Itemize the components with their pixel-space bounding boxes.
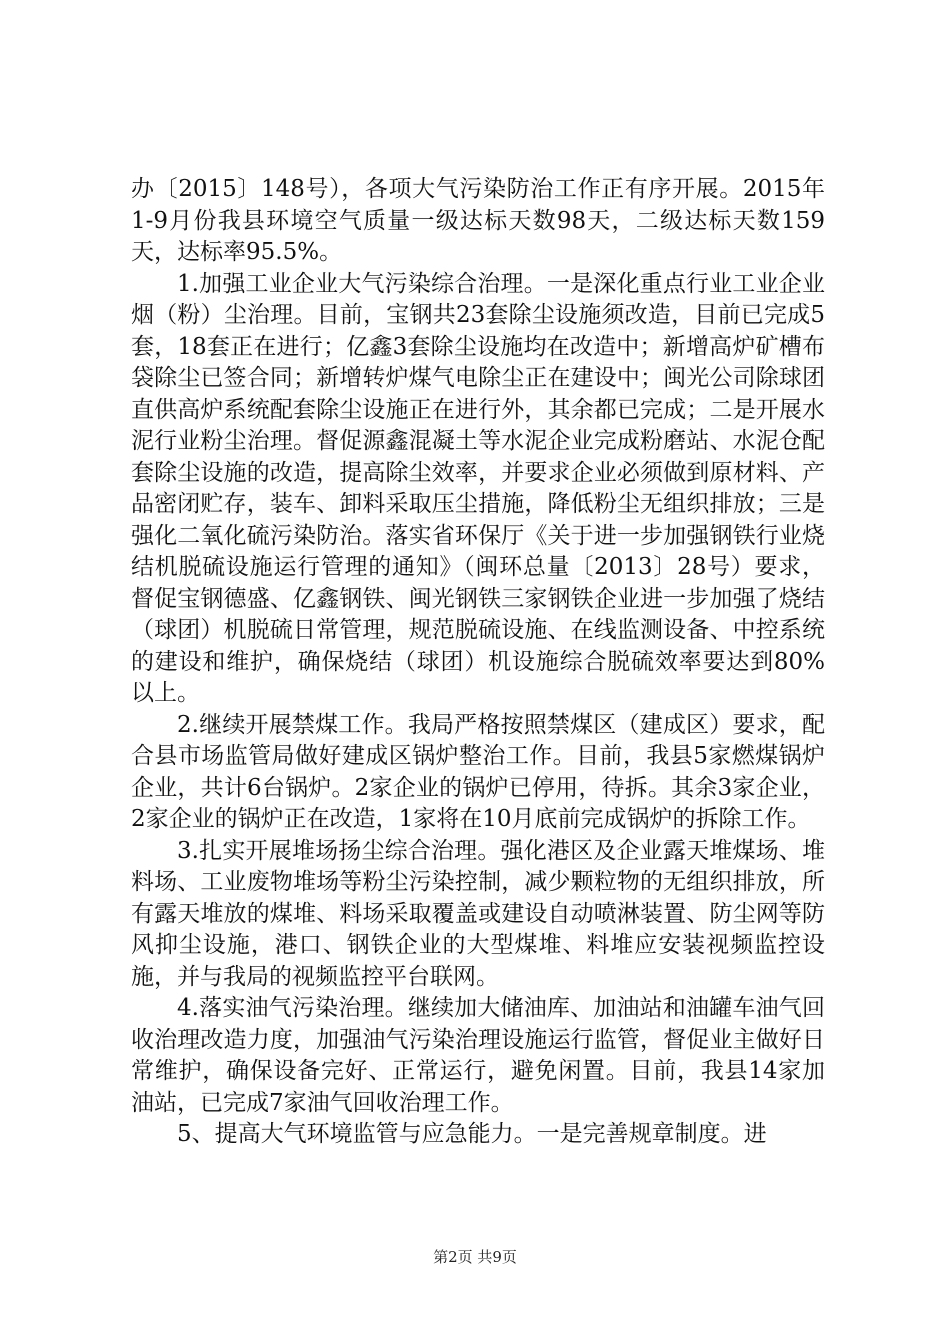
page-footer (0, 1246, 950, 1267)
paragraph-coal-ban: 2.继续开展禁煤工作。我局严格按照禁煤区（建成区）要求，配合县市场监管局做好建成区锅炉整治工作。目前，我县5家燃煤锅炉企业，共计6台锅炉。2家企业的锅炉已停用，待拆。其余3家企业，2家企业的锅炉正在改造，1家将在10月底前完成锅炉的拆除工作。 (131, 711, 825, 832)
paragraph-emergency-capacity: 5、提高大气环境监管与应急能力。一是完善规章制度。进 (177, 1121, 767, 1147)
page-number: 第2页 共9页 (433, 1248, 517, 1266)
paragraph-oil-gas: 4.落实油气污染治理。继续加大储油库、加油站和油罐车油气回收治理改造力度，加强油气污染治理设施运行监管，督促业主做好日常维护，确保设备完好、正常运行，避免闲置。目前，我县14家加油站，已完成7家油气回收治理工作。 (131, 995, 825, 1116)
paragraph-dust-control: 3.扎实开展堆场扬尘综合治理。强化港区及企业露天堆煤场、堆料场、工业废物堆场等粉尘污染控制，减少颗粒物的无组织排放，所有露天堆放的煤堆、料场采取覆盖或建设自动喷淋装置、防尘网等防风抑尘设施，港口、钢铁企业的大型煤堆、料堆应安装视频监控设施，并与我局的视频监控平台联网。 (131, 837, 825, 990)
paragraph-industrial-pollution: 1.加强工业企业大气污染综合治理。一是深化重点行业工业企业烟（粉）尘治理。目前，宝钢共23套除尘设施须改造，目前已完成5套，18套正在进行；亿鑫3套除尘设施均在改造中；新增高炉矿槽布袋除尘已签合同；新增转炉煤气电除尘正在建设中；闽光公司除球团直供高炉系统配套除尘设施正在进行外，其余都已完成；二是开展水泥行业粉尘治理。督促源鑫混凝土等水泥企业完成粉磨站、水泥仓配套除尘设施的改造，提高除尘效率，并要求企业必须做到原材料、产品密闭贮存，装车、卸料采取压尘措施，降低粉尘无组织排放；三是强化二氧化硫污染防治。落实省环保厅《关于进一步加强钢铁行业烧结机脱硫设施运行管理的通知》（闽环总量〔2013〕28号）要求，督促宝钢德盛、亿鑫钢铁、闽光钢铁三家钢铁企业进一步加强了烧结（球团）机脱硫日常管理，规范脱硫设施、在线监测设备、中控系统的建设和维护，确保烧结（球团）机设施综合脱硫效率要达到80%以上。 (131, 270, 825, 706)
document-body (131, 174, 825, 1151)
paragraph-continued: 办〔2015〕148号），各项大气污染防治工作正有序开展。2015年1-9月份我县环境空气质量一级达标天数98天，二级达标天数159天，达标率95.5%。 (131, 176, 825, 265)
